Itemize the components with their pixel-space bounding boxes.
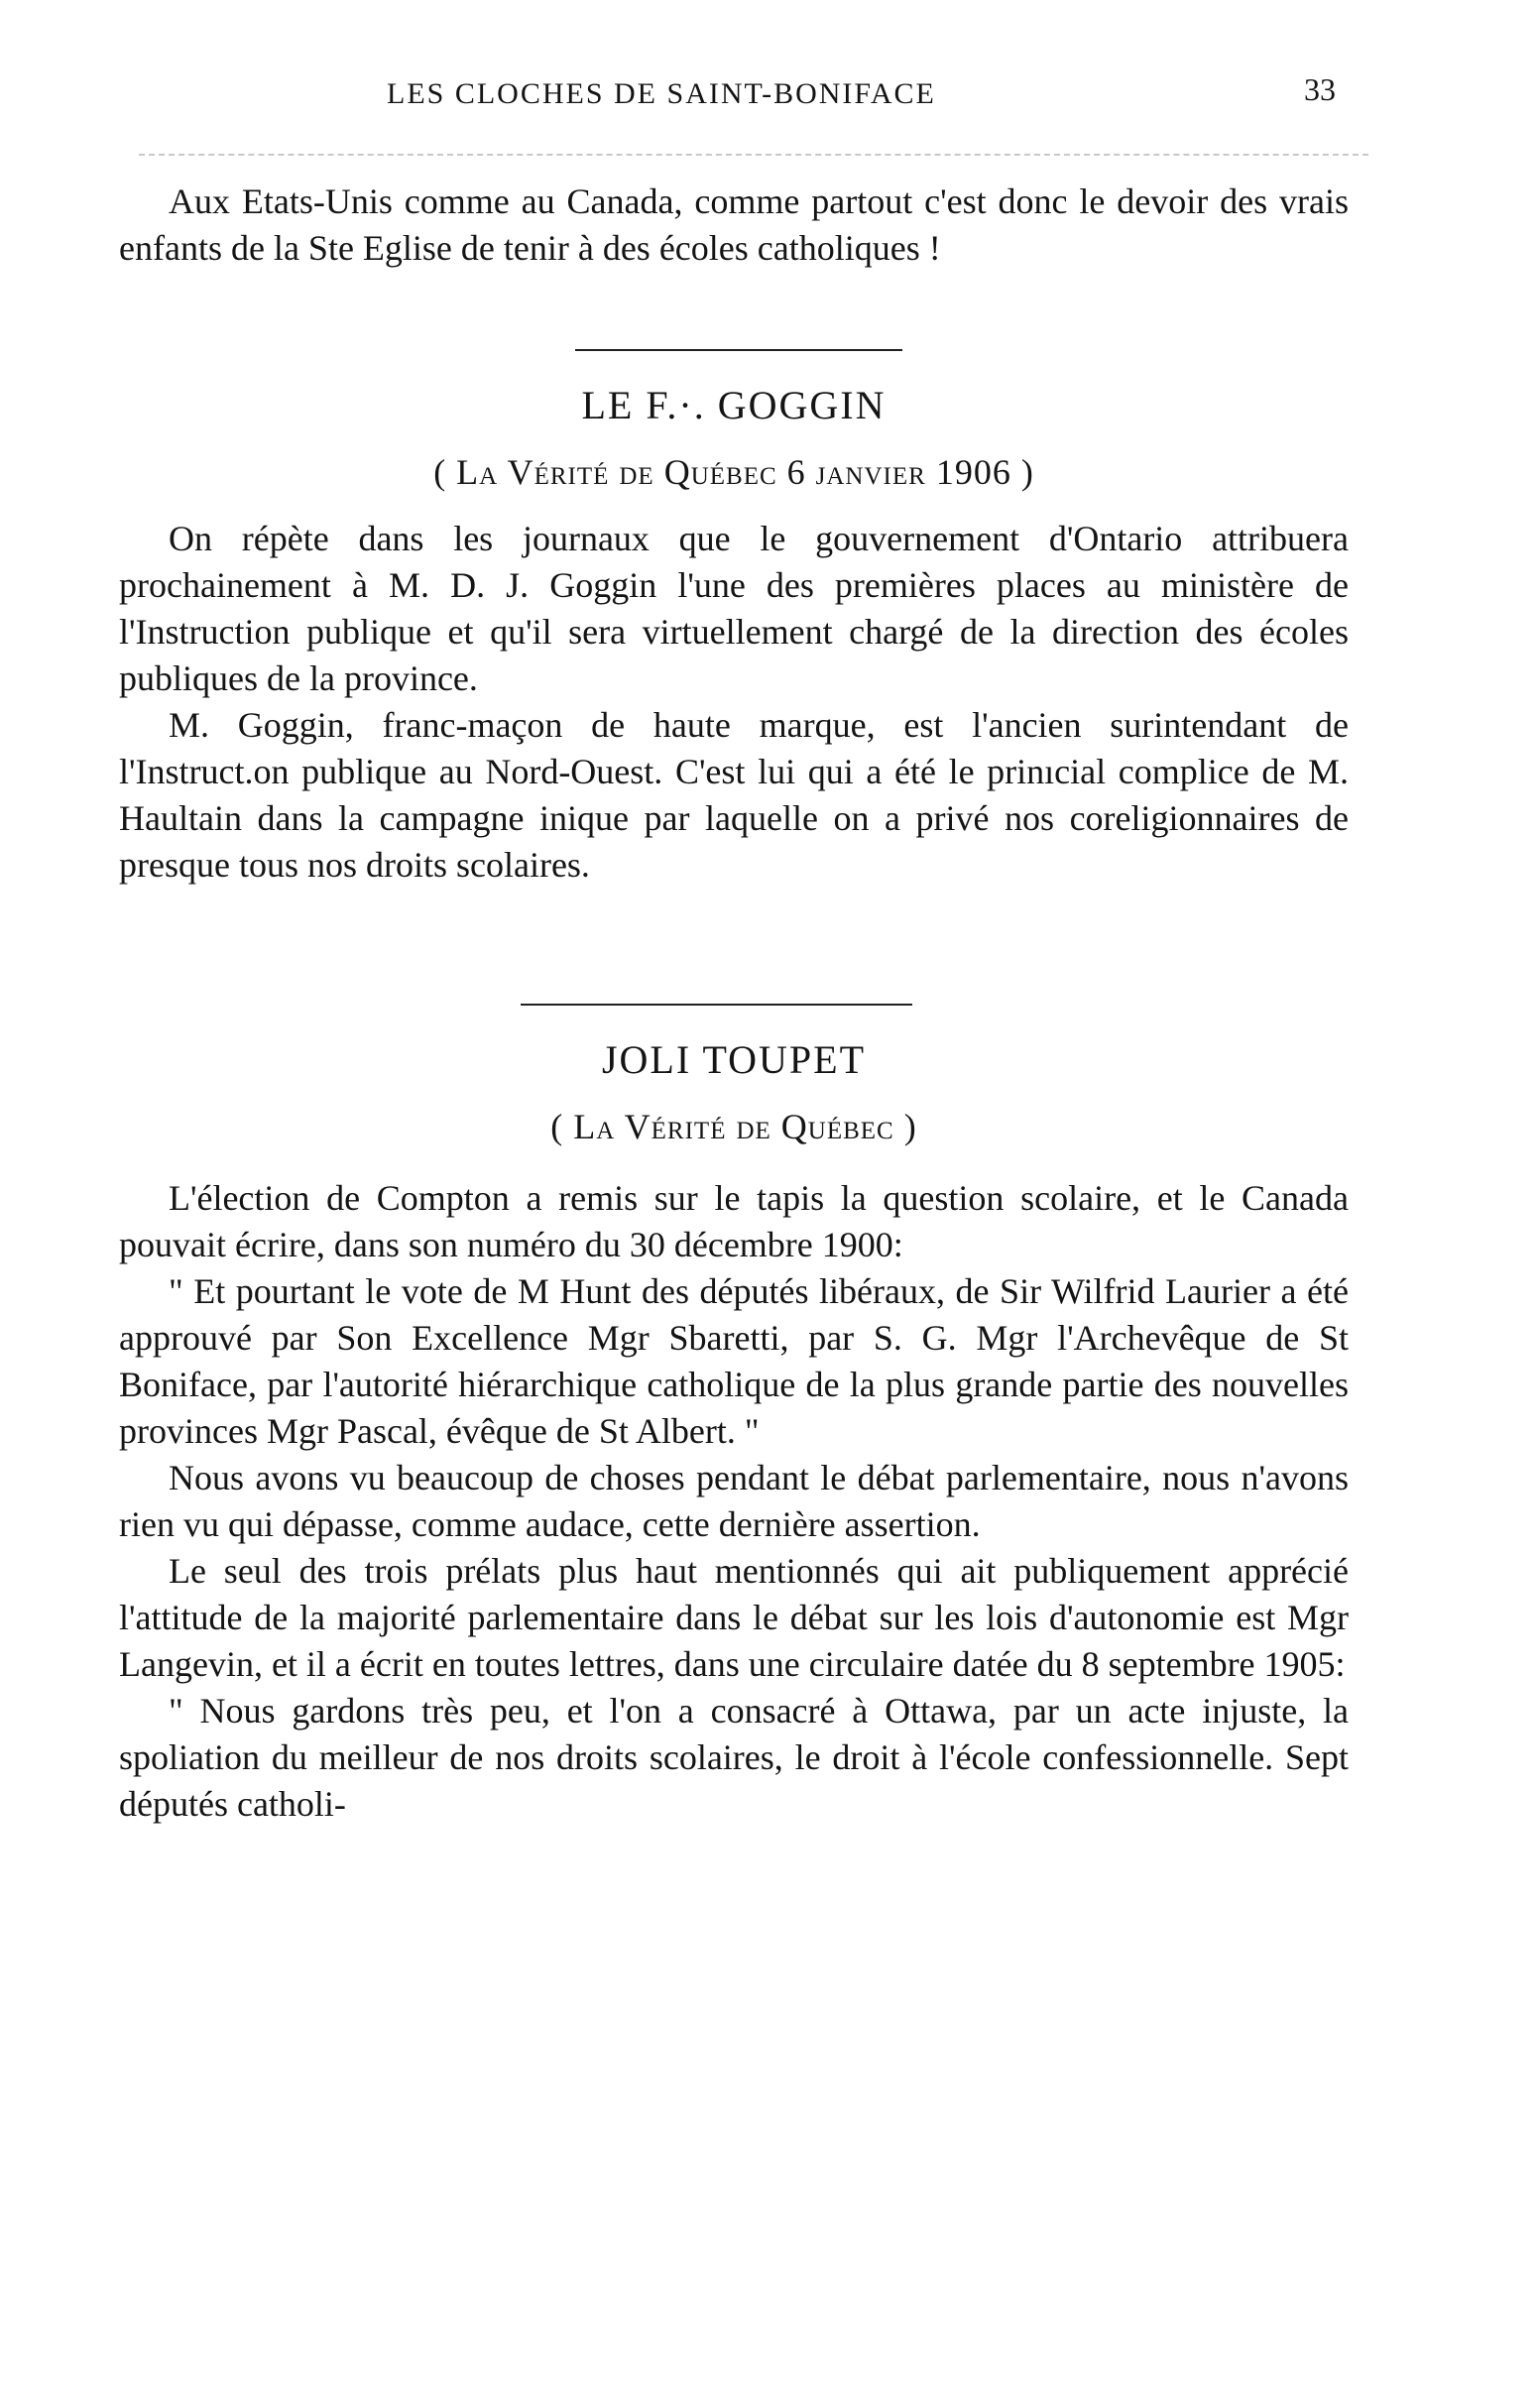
section-divider xyxy=(575,349,902,351)
page-number: 33 xyxy=(1304,71,1336,107)
section-body-joli-toupet xyxy=(119,1175,1349,1828)
running-title: LES CLOCHES DE SAINT-BONIFACE xyxy=(387,77,936,110)
paragraph: On répète dans les journaux que le gouvernement d'Ontario attribuera prochainement à M. D. J. Goggin l'une des premières places au ministère de l'Instruction publique et qu'il sera virtuellement chargé de la direction des écoles publiques de la province. xyxy=(119,519,1349,698)
quoted-paragraph: " Et pourtant le vote de M Hunt des députés libéraux, de Sir Wilfrid Laurier a été approuvé par Son Excellence Mgr Sbaretti, par S. G. Mgr l'Archevêque de St Boniface, par l'autorité hiérarchique catholique de la plus grande partie des nouvelles provinces Mgr Pascal, évêque de St Albert. " xyxy=(119,1271,1349,1451)
section-title-joli-toupet: JOLI TOUPET xyxy=(601,1037,867,1082)
quoted-paragraph: " Nous gardons très peu, et l'on a consacré à Ottawa, par un acte injuste, la spoliation du meilleur de nos droits scolaires, le droit à l'école confessionnelle. Sept députés catholi- xyxy=(119,1691,1349,1824)
section-divider xyxy=(521,1004,912,1006)
paragraph: L'élection de Compton a remis sur le tapis la question scolaire, et le Canada pouvait écrire, dans son numéro du 30 décembre 1900: xyxy=(119,1178,1349,1264)
paragraph: Nous avons vu beaucoup de choses pendant le débat parlementaire, nous n'avons rien vu qui dépasse, comme audace, cette dernière assertion. xyxy=(119,1458,1349,1544)
section-source-joli-toupet: ( La Vérité de Québec ) xyxy=(550,1107,917,1146)
paragraph: Le seul des trois prélats plus haut mentionnés qui ait publiquement apprécié l'attitude de la majorité parlementaire dans le débat sur les lois d'autonomie est Mgr Langevin, et il a écrit en toutes lettres, dans une circulaire datée du 8 septembre 1905: xyxy=(119,1551,1349,1684)
intro-text xyxy=(119,179,1349,272)
section-body-goggin xyxy=(119,516,1349,889)
header-divider xyxy=(139,154,1368,156)
paragraph: M. Goggin, franc-maçon de haute marque, est l'ancien surintendant de l'Instruct.on publique au Nord-Ouest. C'est lui qui a été le prinıcial complice de M. Haultain dans la campagne inique par laquelle on a privé nos coreligionnaires de presque tous nos droits scolaires. xyxy=(119,705,1349,885)
intro-paragraph: Aux Etats-Unis comme au Canada, comme partout c'est donc le devoir des vrais enfants de la Ste Eglise de tenir à des écoles catholiques ! xyxy=(119,181,1349,268)
section-source-goggin: ( La Vérité de Québec 6 janvier 1906 ) xyxy=(433,452,1034,492)
section-title-goggin: LE F.·. GOGGIN xyxy=(581,383,887,427)
